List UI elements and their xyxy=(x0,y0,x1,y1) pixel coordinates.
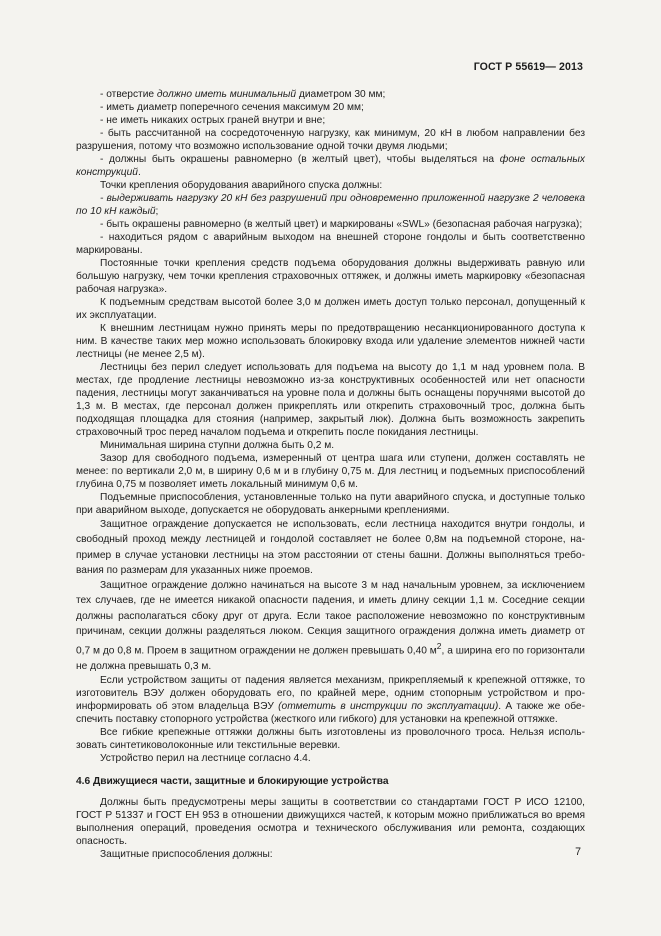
paragraph xyxy=(76,848,585,861)
paragraph xyxy=(76,192,585,218)
text-run: Минимальная ширина ступни должна быть 0,2 м. xyxy=(100,440,335,451)
text-run: . А также же обеспечить поставку стопорного устройства (жесткого или гибкого) для установки на крепежной оттяжке. xyxy=(76,701,585,726)
paragraph xyxy=(76,101,585,114)
text-run: Должны быть предусмотрены меры защиты в соответствии со стандартами ГОСТ Р ИСО 12100, ГОСТ Р 51337 и ГОСТ ЕН 953 в отношении движущихся частей, к которым можно приближаться во время выполнения операций, проведения осмотра и технического обслуживания или ремонта, создающих опасность. xyxy=(76,797,585,848)
standard-header: ГОСТ Р 55619— 2013 xyxy=(473,61,583,73)
paragraph xyxy=(76,218,585,231)
text-run: , а ширина его по горизонтали не должна превышать 0,3 м. xyxy=(76,645,585,673)
text-run: К внешним лестницам нужно принять меры по предотвращению несанкционированного доступа к ним. В качестве таких мер можно использовать блокировку входа или удаление элементов нижней части лестницы (не менее 2,5 м). xyxy=(76,323,585,360)
text-run: - отверстие xyxy=(100,89,157,100)
text-run: К подъемным средствам высотой более 3,0 м должен иметь доступ только персонал, допущенный к их эксплуатации. xyxy=(76,297,585,321)
paragraph xyxy=(76,231,585,257)
text-run: - не иметь никаких острых граней внутри и вне; xyxy=(100,115,326,126)
emphasis-text: - выдерживать нагрузку 20 кН без разрушений при одновременно приложенной нагрузке 2 человека по 10 кН каждый xyxy=(76,193,585,217)
paragraph xyxy=(76,752,585,765)
text-run: - быть рассчитанной на сосредоточенную нагрузку, как минимум, 20 кН в любом направлении без разрушения, потому что возможно использование одной точки двумя людьми; xyxy=(76,128,585,152)
text-run: Если устройством защиты от падения является механизм, прикрепляемый к крепежной оттяжке, то изготовитель ВЭУ должен оборудовать его, по крайней мере, одним стопорным устройством и проинформировать об этом владельца ВЭУ xyxy=(76,675,585,713)
paragraph xyxy=(76,439,585,452)
emphasis-text: фоне остальных конструкций xyxy=(76,154,585,178)
section-heading xyxy=(76,775,585,788)
text-run: . xyxy=(137,167,141,178)
text-run: - находиться рядом с аварийным выходом на внешней стороне гондолы и быть соответственно маркированы. xyxy=(76,232,585,256)
body-text xyxy=(76,88,585,861)
text-run: Постоянные точки крепления средств подъема оборудования должны выдерживать равную или большую нагрузку, чем точки крепления страховочных оттяжек, и должны иметь маркировку «безопасная рабочая нагрузка». xyxy=(76,258,585,295)
text-run: Все гибкие крепежные оттяжки должны быть изготовлены из проволочного троса. Нельзя использовать синтетиковолоконные или текстильные веревки. xyxy=(76,727,585,752)
paragraph xyxy=(76,726,585,752)
text-run: - должны быть окрашены равномерно (в желтый цвет), чтобы выделяться на xyxy=(100,154,500,165)
paragraph xyxy=(76,674,585,726)
paragraph xyxy=(76,452,585,491)
paragraph xyxy=(76,361,585,439)
paragraph xyxy=(76,296,585,322)
paragraph xyxy=(76,322,585,361)
paragraph xyxy=(76,257,585,296)
text-run: Защитное ограждение допускается не использовать, если лестница находится внутри гондолы, и свободный проход между лестницей и гондолой составляет не более 0,8м на подъемной стороне, например в случае установки лестницы на этом расстоянии от стены башни. Должны выполняться требования по размерам для указанных ниже проемов. xyxy=(76,519,585,576)
superscript: 2 xyxy=(436,641,442,652)
text-run: Защитное ограждение должно начинаться на высоте 3 м над начальным уровнем, за исключением тех случаев, где не имеется никакой опасности падения, и иметь длину секции 1,1 м. Соседние секции должны располагаться сбоку друг от друга. Если такое расположение невозможно по конструктивным причинам, секции должны разделяться люком. Секция защитного ограждения должна иметь диаметр от 0,7 м до 0,8 м. Проем в защитном ограждении не должен превышать 0,40 м xyxy=(76,580,585,657)
text-run: Зазор для свободного подъема, измеренный от центра шага или ступени, должен составлять не менее: по вертикали 2,0 м, в ширину 0,6 м и в глубину 0,75 м. Для лестниц и подъемных приспособлений глубина 0,75 м позволяет иметь локальный минимум 0,6 м. xyxy=(76,453,585,490)
text-run: Защитные приспособления должны: xyxy=(100,849,273,861)
paragraph xyxy=(76,491,585,517)
page-number: 7 xyxy=(575,846,581,858)
text-run: - быть окрашены равномерно (в желтый цвет) и маркированы «SWL» (безопасная рабочая нагрузка); xyxy=(100,219,583,230)
text-run: 4.6 Движущиеся части, защитные и блокирующие устройства xyxy=(76,776,389,788)
paragraph xyxy=(76,88,585,101)
text-run: ; xyxy=(155,206,159,217)
text-run: Подъемные приспособления, установленные только на пути аварийного спуска, и доступные только при аварийном выходе, допускается не оборудовать анкерными креплениями. xyxy=(76,492,585,516)
text-run: Лестницы без перил следует использовать для подъема на высоту до 1,1 м над уровнем пола. В местах, где продление лестницы невозможно из-за конструктивных особенностей или нет опасности падения, лестницы могут заканчиваться на уровне пола и должны быть оснащены поручнями высотой до 1,3 м. В местах, где персонал должен прикреплять или открепить страховочный трос, должна быть подходящая площадка для стояния (например, закрытый люк). Должна быть возможность закрепить страховочный трос перед началом подъема и открепить после покидания лестницы. xyxy=(76,362,585,438)
text-run: Устройство перил на лестнице согласно 4.4. xyxy=(100,753,311,765)
paragraph xyxy=(76,114,585,127)
paragraph xyxy=(76,578,585,674)
paragraph xyxy=(76,796,585,848)
paragraph xyxy=(76,179,585,192)
paragraph xyxy=(76,127,585,153)
text-run: диаметром 30 мм; xyxy=(296,89,386,100)
paragraph xyxy=(76,517,585,578)
text-run: Точки крепления оборудования аварийного спуска должны: xyxy=(100,180,383,191)
emphasis-text: (отметить в инструкции по эксплуатации) xyxy=(278,701,499,713)
text-run: - иметь диаметр поперечного сечения максимум 20 мм; xyxy=(100,102,364,113)
emphasis-text: должно иметь минимальный xyxy=(156,89,297,100)
paragraph xyxy=(76,153,585,179)
